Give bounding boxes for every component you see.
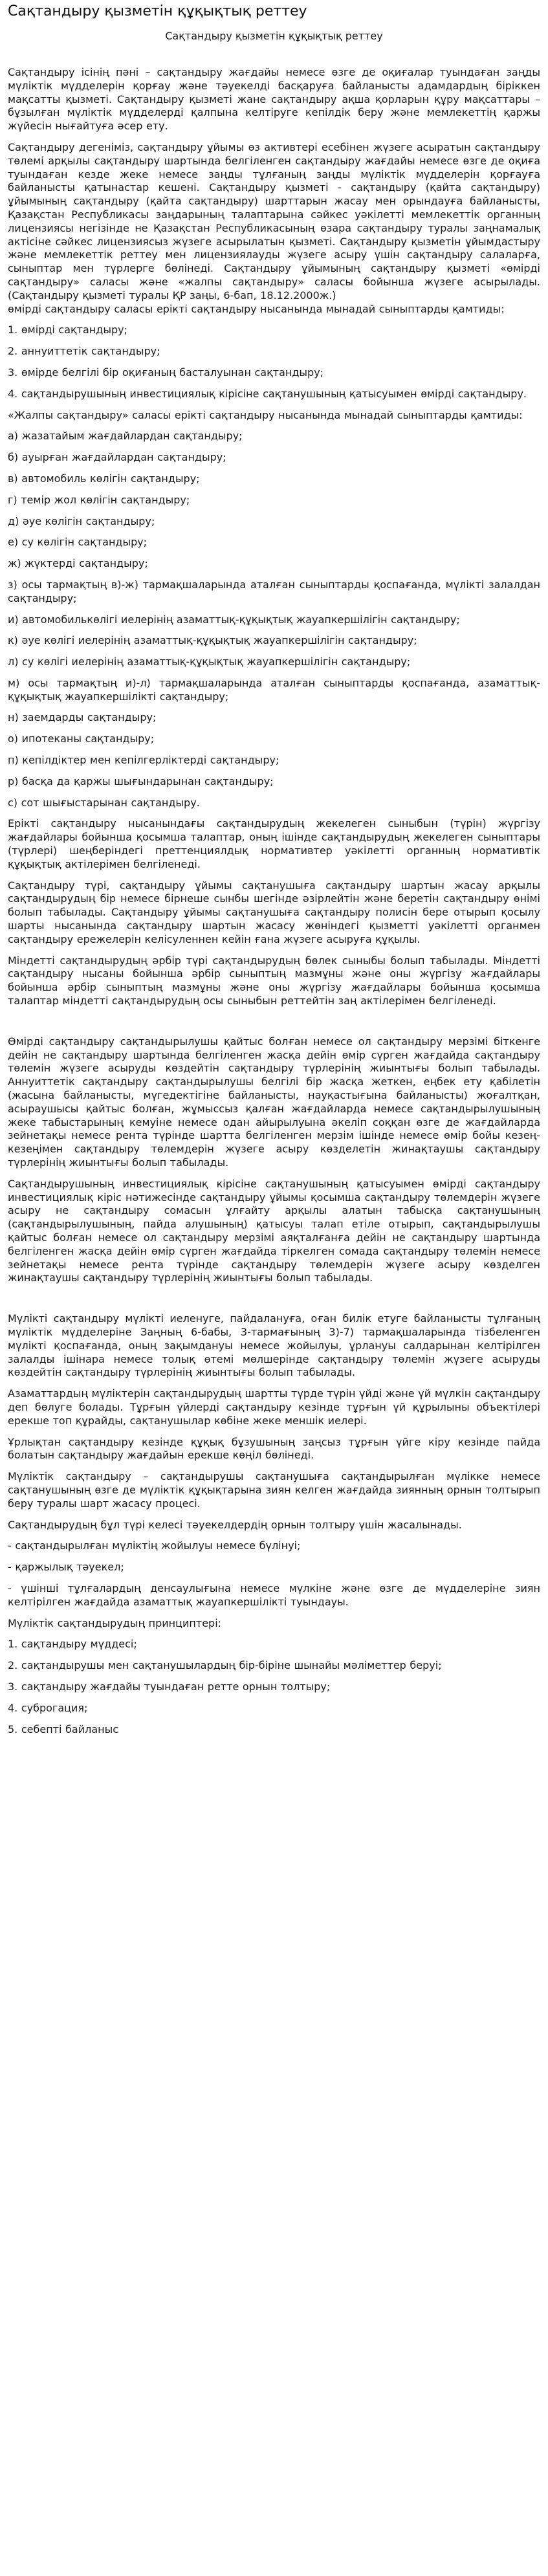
paragraph-property-insurance-definition: Мүліктік сақтандыру – сақтандырушы сақтанушыға сақтандырылған мүлікке немесе сақтанушының өзге де мүліктік құқықтарына зиян келген жағдайда зиянның орнын толтырып беру туралы шарт жасасу процесі. (8, 1470, 540, 1510)
list-item: г) темір жол көлігін сақтандыру; (8, 493, 190, 506)
list-item: 3. сақтандыру жағдайы туындаған ретте орнын толтыру; (8, 1680, 331, 1693)
list-item: д) әуе көлігін сақтандыру; (8, 514, 155, 527)
list-item: а) жазатайым жағдайлардан сақтандыру; (8, 430, 243, 443)
paragraph-life-insurance: Өмірді сақтандыру сақтандырылушы қайтыс болған немесе ол сақтандыру мерзімі біткенге дейін не сақтандыру шартында белгіленген жасқа дейін өмір сүрген жағдайда сақтандыру төлемін жүзеге асыруды көздейтін сақтандыру түрлерінің жиынтығы болып табылады. Аннуиттетік сақтандыру сақтандырылушы белгілі бір жасқа жеткен, еңбек ету қабілетін (жасына байланысты, мүгедектігіне байланысты, науқастығына байланысты) жоғалтқан, асыраушысы қайтыс болған, жұмыссыз қалған жағдайларда немесе сақтандырылушының жеке табыстарының кемуіне немесе одан айырылуына әкеліп соққан өзге де жағдайларда зейнетақы немесе рента түрінде шартта белгіленген мерзім ішінде немесе өмір бойы кезең-кезеңімен сақтандыру төлемдерін жүзеге асыру көзделетін жинақтаушы сақтандыру түрлерінің жиынтығы болып табылады. (8, 1035, 540, 1169)
list-item: - қаржылық тәуекел; (8, 1561, 124, 1574)
paragraph-insurance-type: Сақтандыру түрі, сақтандыру ұйымы сақтанушыға сақтандыру шартын жасау арқылы сақтандырудың бір немесе бірнеше сынбы шегінде әзірлейтін және беретін сақтандыру өнімі болып табылады. Сақтандыру ұйымы сақтанушыға сақтандыру полисін бере отырып қосылу шарты нысанында сақтандыру шартын жасасу жөніндегі қызметті уәкілетті органмен сақтандыру ережелерін келісуленнен кейін ғана жүзеге асыруға құқылы. (8, 879, 540, 945)
list-item: л) су көлігі иелерінің азаматтық-құқықтық жауапкершілігін сақтандыру; (8, 655, 411, 668)
paragraph-home-insurance: Азаматтардың мүліктерін сақтандырудың шартты түрде түрін үйді және үй мүлкін сақтандыру деп бөлуге болады. Тұрғын үйлерді сақтандыру кезінде тұрғын үй құрылыны объектілері ерекше топ құрайды, сақтанушылар көбіне жеке меншік иелері. (8, 1387, 540, 1427)
list-item: 4. суброгация; (8, 1701, 88, 1714)
paragraph-definition: Сақтандыру дегеніміз, сақтандыру ұйымы өз активтері есебінен жүзеге асыратын сақтандыру төлемі арқылы сақтандыру шартында белгіленген сақтандыру жағдайы немесе өзге де оқиға туындаған кезде жеке немесе заңды тұлғаның заңды мүліктік мүдделерін қорғауға байланысты қатынастар кешені. Сақтандыру қызметі - сақтандыру (қайта сақтандыру) ұйымының сақтандыру (қайта сақтандыру) шарттарын жасау мен орындауға байланысты, Қазақстан Республикасы заңдарының талаптарына сәйкес уәкілетті мемлекеттік органның лицензиясы негізінде не Қазақстан Республикасының өзара сақтандыру туралы заңнамалық актісіне сәйкес лицензиясыз жүзеге асырылатын қызметі. Сақтандыру қызметін ұйымдастыру және мемлекеттік реттеу мен лицензиялауды жүзеге асыру үшін сақтандыру салаларға, сыныптар мен түрлерге бөлінеді. Сақтандыру ұйымының сақтандыру қызметі «өмірді сақтандыру» саласы және «жалпы сақтандыру» саласы бойынша жүзеге асырылады. (Сақтандыру қызметі туралы ҚР заңы, 6-бап, 18.12.2000ж.) (8, 140, 540, 302)
list-item: с) сот шығыстарынан сақтандыру. (8, 796, 200, 809)
list-item: к) әуе көлігі иелерінің азаматтық-құқықтық жауапкершілігін сақтандыру; (8, 634, 417, 647)
list-item: п) кепілдіктер мен кепілгерліктерді сақтандыру; (8, 754, 279, 767)
list-item: з) осы тармақтың в)-ж) тармақшаларында аталған сыныптарды қоспағанда, мүлікті залалдан сақтандыру; (8, 578, 540, 604)
section-gap (8, 1293, 540, 1312)
paragraph-life-classes-intro: өмірді сақтандыру саласы ерікті сақтандыру нысанында мынадай сыныптарды қамтиды: (8, 302, 505, 315)
list-item: 1. сақтандыру мүддесі; (8, 1638, 137, 1651)
document-subtitle: Сақтандыру қызметін құқықтық реттеу (165, 30, 383, 42)
list-item: 3. өмірде белгілі бір оқиғаның басталуынан сақтандыру; (8, 366, 324, 379)
section-gap (8, 1016, 540, 1035)
list-item: 1. өмірді сақтандыру; (8, 324, 127, 336)
list-item: в) автомобиль көлігін сақтандыру; (8, 472, 200, 485)
list-item: 5. себепті байланыс (8, 1723, 119, 1735)
paragraph-property-insurance: Мүлікті сақтандыру мүлікті иеленуге, пайдалануға, оған билік етуге байланысты тұлғаның мүліктік мүдделеріне Заңның 6-бабы, 3-тармағының 3)-7) тармақшаларында тізбеленген мүлікті қоспағанда, оның зақымдануы немесе жойылуы, ұрлануы салдарынан келтірілген залалды ішінара немесе толық өтемі мөлшерінде сақтандыру төлемін жүзеге асыруды көздейтін сақтандыру түрлерінің жиынтығы болып табылады. (8, 1312, 540, 1379)
list-item: м) осы тармақтың и)-л) тармақшаларында аталған сыныптарды қоспағанда, азаматтық-құқықтық жауапкершілікті сақтандыру; (8, 676, 540, 703)
list-item: н) заемдарды сақтандыру; (8, 711, 157, 724)
list-item: о) ипотеканы сақтандыру; (8, 732, 155, 745)
list-item: 2. сақтандырушы мен сақтанушылардың бір-біріне шынайы мәліметтер беруі; (8, 1659, 442, 1672)
paragraph-voluntary-requirements: Ерікті сақтандыру нысанындағы сақтандырудың жекелеген сыныбын (түрін) жүргізу жағдайлары бойынша қосымша талаптар, оның ішінде сақтандырудың жекелеген сыныптары (түрлері) шеңберіндегі преттенциялдық нормативтер уәкілетті органның нормативтік құқықтық актілерімен белгіленеді. (8, 817, 540, 870)
list-item: 4. сақтандырушының инвестициялық кірісіне сақтанушының қатысуымен өмірді сақтандыру. (8, 387, 527, 400)
paragraph-investment-life-insurance: Сақтандырушының инвестициялық кірісіне сақтанушының қатысуымен өмірді сақтандыру инвестициялық кіріс нәтижесінде сақтандыру ұйымы қосымша сақтандыру төлемдерін жүзеге асыру не сақтандыру сомасын ұлғайту арқылы алатын табысқа сақтанушының (сақтандырылушының, пайда алушының) қатысуы талап етіле отырып, сақтандырылушы қайтыс болған немесе ол сақтандыру мерзімі аяқталғанға дейін не сақтандыру шартында белгіленген жасқа дейін өмір сүрген жағдайда тіркелген сомада сақтандыру төлемін немесе зейнетақы немесе рента түрінде сақтандыру төлемдерін жүзеге асыру көзделген жинақтаушы сақтандыру түрлерінің жиынтығы болып табылады. (8, 1177, 540, 1284)
list-item: е) су көлігін сақтандыру; (8, 536, 148, 549)
paragraph-intro: Сақтандыру ісінің пәні – сақтандыру жағдайы немесе өзге де оқиғалар туындаған заңды мүліктік мүдделерін қорғау және тәуекелді басқаруға байланысты адамдардың біріккен мақсатты қызметі. Сақтандыру қызметі жане сақтандыру ақша қорларын құру мақсаттары – бұзылған мүліктік мүдделерді қалпына келтіруге кепілдік беру және мемлекеттің қаржы жүйесін нығайтуға әсер ету. (8, 66, 540, 133)
paragraph-general-classes-intro: «Жалпы сақтандыру» саласы ерікті сақтандыру нысанында мынадай сыныптарды қамтиды: (8, 408, 523, 421)
list-item: б) ауырған жағдайлардан сақтандыру; (8, 451, 226, 464)
list-item: ж) жүктерді сақтандыру; (8, 557, 148, 570)
page-title: Сақтандыру қызметін құқықтық реттеу (8, 3, 307, 19)
paragraph-risks-intro: Сақтандырудың бұл түрі келесі тәуекелдердің орнын толтыру үшін жасалынады. (8, 1518, 462, 1531)
list-item: и) автомобилькөлігі иелерінің азаматтық-құқықтық жауапкершілігін сақтандыру; (8, 613, 460, 626)
paragraph-mandatory-insurance: Міндетті сақтандырудың әрбір түрі сақтандырудың бөлек сыныбы болып табылады. Міндетті сақтандыру нысаны бойынша әрбір сыныптың мазмұны және оны жүргізу жағдайлары бойынша әрбір сыныптың мазмұны және оны жүргізу жағдайлары бойынша қосымша талаптар міндетті сақтандырудың осы сыныбын реттейтін заң актілерімен белгіленеді. (8, 954, 540, 1007)
list-item: р) басқа да қаржы шығындарынан сақтандыру; (8, 775, 274, 787)
list-item: - үшінші тұлғалардың денсаулығына немесе мүлкіне және өзге де мүдделеріне зиян келтірілген жағдайда азаматтық жауапкершілікті туындауы. (8, 1581, 540, 1608)
paragraph-principles-intro: Мүліктік сақтандырудың принциптері: (8, 1616, 222, 1629)
paragraph-theft-insurance: Ұрлықтан сақтандыру кезінде құқық бұзушының заңсыз тұрғын үйге кіру кезінде пайда болатын сақтандыру жағдайын ерекше көңіл бөлінеді. (8, 1435, 540, 1462)
list-item: - сақтандырылған мүліктің жойылуы немесе бүлінуі; (8, 1539, 301, 1552)
list-item: 2. аннуиттетік сақтандыру; (8, 345, 160, 358)
